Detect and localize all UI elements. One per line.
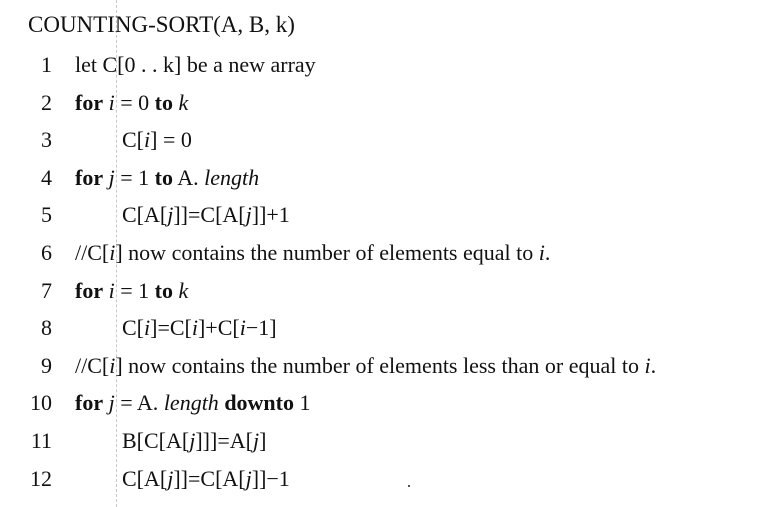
stray-dot <box>408 485 410 487</box>
variable: length <box>163 390 219 416</box>
variable: j <box>189 428 196 453</box>
keyword: downto <box>218 390 294 416</box>
code-line <box>0 240 772 272</box>
code-line <box>0 315 772 347</box>
variable: i <box>144 127 151 153</box>
code-text: //C[ <box>75 352 110 378</box>
line-number: 10 <box>30 390 52 416</box>
line-number: 2 <box>41 89 52 115</box>
code-line <box>0 428 772 460</box>
code-text: . <box>544 240 551 265</box>
code-text: = 1 <box>114 277 155 303</box>
code-text: ]]]=A[ <box>195 428 253 453</box>
line-number: 4 <box>41 164 52 190</box>
variable: i <box>538 240 545 265</box>
variable: i <box>144 315 151 341</box>
code-line <box>0 466 772 498</box>
keyword: to <box>154 164 173 190</box>
code-text: ]+C[ <box>197 315 240 341</box>
line-code <box>122 466 290 492</box>
variable: k <box>172 277 189 303</box>
code-text: . <box>650 352 657 378</box>
code-text: ]]=C[A[ <box>173 465 246 491</box>
variable: j <box>245 465 252 491</box>
code-text: let C[0 . . k] be a new array <box>75 52 316 77</box>
line-code <box>75 390 311 416</box>
code-line <box>0 390 772 422</box>
line-number: 11 <box>30 428 52 453</box>
code-text: = 0 <box>114 89 155 115</box>
line-number: 9 <box>41 352 52 378</box>
line-number: 3 <box>41 127 52 153</box>
line-code <box>122 127 192 153</box>
variable: j <box>245 202 252 228</box>
code-line <box>0 127 772 159</box>
variable: i <box>109 352 116 378</box>
code-text: = A. <box>114 390 164 416</box>
keyword: to <box>154 277 173 303</box>
line-code <box>122 202 290 228</box>
variable: k <box>172 89 189 115</box>
line-code <box>75 353 656 379</box>
line-number: 12 <box>30 465 52 491</box>
line-code <box>122 428 266 454</box>
variable: j <box>103 390 115 416</box>
code-text: C[ <box>122 127 144 153</box>
code-line <box>0 52 772 84</box>
code-text: ]]=C[A[ <box>173 202 246 228</box>
code-line <box>0 90 772 122</box>
code-text: B[C[A[ <box>122 428 190 453</box>
code-text: ]=C[ <box>150 315 192 341</box>
code-text: ] = 0 <box>150 127 192 153</box>
code-text: C[A[ <box>122 465 168 491</box>
code-text: = 1 <box>114 164 155 190</box>
keyword: for <box>75 89 104 115</box>
code-text: //C[ <box>75 240 110 265</box>
code-line <box>0 353 772 385</box>
keyword: for <box>75 277 104 303</box>
line-number: 1 <box>41 52 52 77</box>
procedure-title: COUNTING-SORT(A, B, k) <box>28 12 295 37</box>
code-text: ] now contains the number of elements equal to <box>115 240 539 265</box>
variable: i <box>103 277 115 303</box>
line-number: 6 <box>41 240 52 265</box>
code-text: C[ <box>122 315 144 341</box>
line-number: 5 <box>41 202 52 228</box>
variable: length <box>204 164 260 190</box>
code-text: ] now contains the number of elements less than or equal to <box>115 352 645 378</box>
line-code <box>75 90 188 116</box>
keyword: to <box>154 89 173 115</box>
code-text: −1] <box>245 315 277 341</box>
line-number: 7 <box>41 277 52 303</box>
variable: j <box>252 428 260 453</box>
keyword: for <box>75 164 104 190</box>
code-line <box>0 202 772 234</box>
code-text: ]]−1 <box>251 465 290 491</box>
variable: i <box>109 240 116 265</box>
line-code <box>75 165 259 191</box>
variable: i <box>103 89 115 115</box>
variable: i <box>191 315 198 341</box>
code-text: ] <box>259 428 267 453</box>
variable: j <box>167 202 174 228</box>
code-text: A. <box>172 164 205 190</box>
code-text: 1 <box>294 390 311 416</box>
code-text: C[A[ <box>122 202 168 228</box>
line-code <box>75 278 188 304</box>
keyword: for <box>75 390 104 416</box>
line-number: 8 <box>41 315 52 341</box>
code-text: ]]+1 <box>251 202 290 228</box>
variable: i <box>239 315 246 341</box>
variable: i <box>644 352 651 378</box>
code-line <box>0 165 772 197</box>
line-code <box>75 52 316 78</box>
variable: j <box>167 465 174 491</box>
line-code <box>122 315 277 341</box>
variable: j <box>103 164 115 190</box>
line-code <box>75 240 550 266</box>
code-line <box>0 278 772 310</box>
